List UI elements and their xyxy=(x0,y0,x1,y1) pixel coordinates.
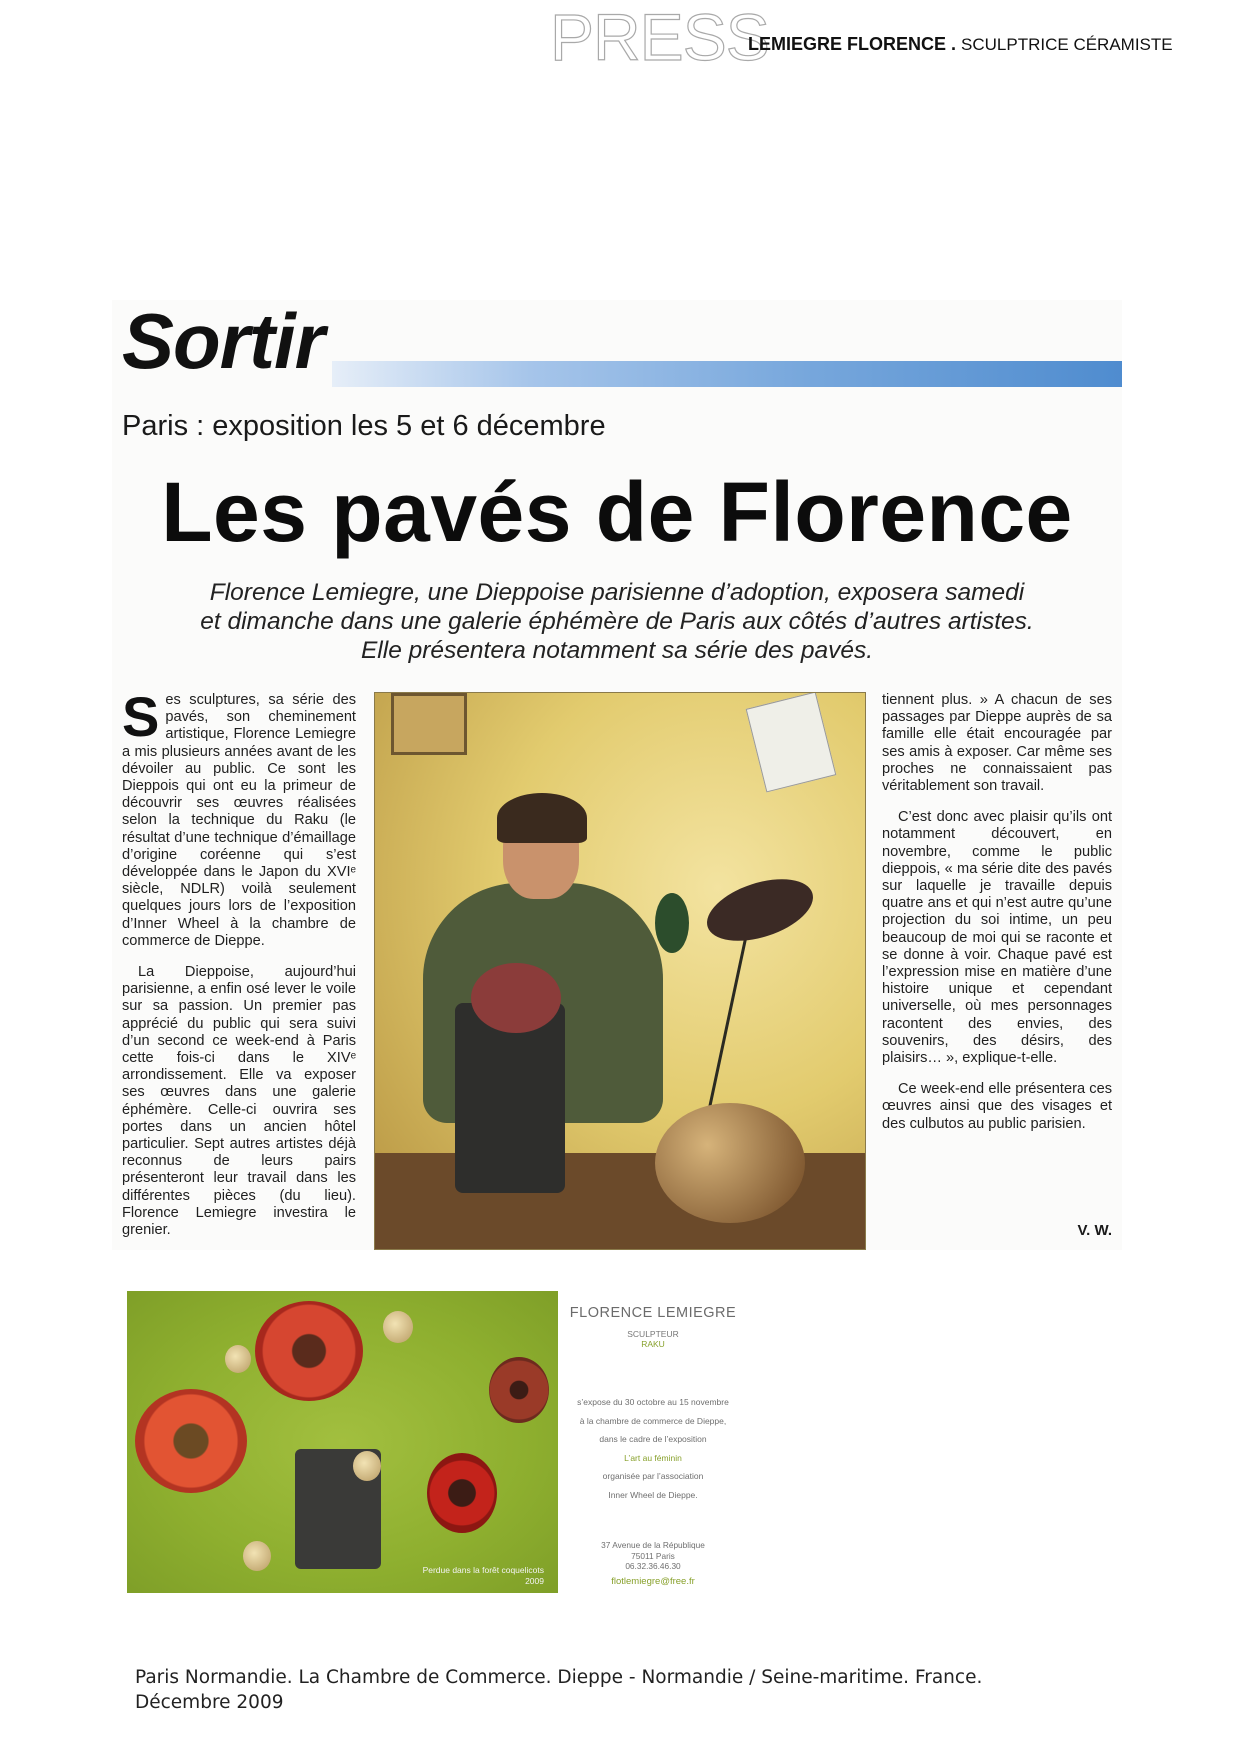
drop-cap: S xyxy=(122,685,160,748)
artist-name: LEMIEGRE FLORENCE . xyxy=(748,34,957,54)
photo-leaf xyxy=(655,893,689,953)
artist-role: SCULPTRICE CÉRAMISTE xyxy=(961,35,1173,54)
article-signature: V. W. xyxy=(1077,1222,1112,1239)
card-artist-technique: RAKU xyxy=(641,1339,665,1349)
card-city: 75011 Paris xyxy=(631,1550,675,1561)
ceramic-poppy-pod xyxy=(353,1451,381,1481)
photo-ceramic-flower xyxy=(699,867,820,952)
card-artist-role: SCULPTEUR xyxy=(627,1329,679,1339)
article-column-right xyxy=(882,692,1112,1147)
press-source xyxy=(135,1665,1115,1715)
ceramic-poppy xyxy=(255,1301,363,1401)
card-artist-name: FLORENCE LEMIEGRE xyxy=(569,1305,737,1321)
ceramic-poppy xyxy=(135,1389,247,1493)
photo-ceramic-ball xyxy=(655,1103,805,1223)
photo-sign xyxy=(746,692,837,792)
card-phone: 06.32.36.46.30 xyxy=(625,1561,681,1571)
card-line: Inner Wheel de Dieppe. xyxy=(608,1489,698,1500)
article-paragraph: es sculptures, sa série des pavés, son cheminement artistique, Florence Lemiegre a mis plusieurs années avant de les dévoiler au public. Ce sont les Dieppois qui ont eu la primeur de découvrir ses œuvres réalisées selon la technique du Raku (le résultat d’une technique d’émaillage d’origine coréenne qui s’est développée dans le Japon du XVIᵉ siècle, NDLR) voilà seulement quelques jours lors de l’exposition d’Inner Wheel à la chambre de commerce de Dieppe. xyxy=(122,692,356,949)
card-exhibition-details xyxy=(568,1393,738,1504)
ceramic-poppy xyxy=(489,1357,549,1423)
photo-artist-hair xyxy=(497,793,587,843)
photo-stem xyxy=(705,935,747,1121)
newspaper-article xyxy=(112,297,1122,1250)
photo-ceramic-flower xyxy=(471,963,561,1033)
card-line: dans le cadre de l’exposition xyxy=(599,1434,707,1444)
press-label: PRESS xyxy=(550,0,769,74)
card-line: s’expose du 30 octobre au 15 novembre xyxy=(577,1397,729,1407)
article-headline: Les pavés de Florence xyxy=(161,465,1073,559)
ceramic-poppy-pod xyxy=(383,1311,413,1343)
exhibition-card-photo xyxy=(127,1291,558,1593)
exhibition-card-text xyxy=(568,1291,738,1593)
card-line: à la chambre de commerce de Dieppe, xyxy=(579,1415,727,1426)
article-paragraph: La Dieppoise, aujourd’hui parisienne, a enfin osé lever le voile sur sa passion. Un premier pas apprécié du public qui sera suivi d’un second ce week-end à Paris cette fois-ci dans le XIVᵉ arrondissement. Elle va exposer ses œuvres dans une galerie éphémère. Celle-ci ouvrira ses portes dans un ancien hôtel particulier. Sept autres artistes déjà reconnus de leurs pairs présenteront leur travail dans les différentes pièces (du lieu). Florence Lemiegre investira le grenier. xyxy=(122,964,356,1239)
artist-header xyxy=(748,34,1173,55)
card-exhibition-title: L’art au féminin xyxy=(624,1452,682,1463)
article-photo xyxy=(374,692,866,1250)
standfirst-line: Florence Lemiegre, une Dieppoise parisienne d’adoption, exposera samedi xyxy=(209,579,1025,606)
ceramic-poppy xyxy=(427,1453,497,1533)
card-street: 37 Avenue de la République xyxy=(601,1540,705,1550)
photo-caption xyxy=(423,1565,544,1587)
card-line: organisée par l’association xyxy=(602,1471,704,1481)
article-paragraph: Ce week-end elle présentera ces œuvres ainsi que des visages et des culbutos au public parisien. xyxy=(882,1081,1112,1132)
section-header xyxy=(122,297,1122,390)
section-title: Sortir xyxy=(122,297,325,385)
standfirst-line: Elle présentera notamment sa série des pavés. xyxy=(360,637,874,664)
photo-caption-year: 2009 xyxy=(525,1576,544,1586)
section-band xyxy=(332,361,1122,387)
article-standfirst xyxy=(112,578,1122,665)
article-paragraph: tiennent plus. » A chacun de ses passages par Dieppe auprès de sa famille elle était encouragée par ses amis à exposer. Car même ses proches ne connaissaient pas véritablement son travail. xyxy=(882,692,1112,795)
photo-caption-title: Perdue dans la forêt coquelicots xyxy=(422,1565,544,1575)
source-date: Décembre 2009 xyxy=(135,1692,284,1713)
ceramic-poppy-pod xyxy=(225,1345,251,1373)
card-address xyxy=(568,1540,738,1572)
standfirst-line: et dimanche dans une galerie éphémère de Paris aux côtés d’autres artistes. xyxy=(200,608,1034,635)
article-paragraph: C’est donc avec plaisir qu’ils ont notamment découvert, en novembre, comme le public dieppois, « ma série dite des pavés sur laquelle je travaille depuis quatre ans et qui n’est autre qu’une projection du soi intime, un peu beaucoup de moi qui se raconte et se donne à voir. Chaque pavé est l’expression mise en matière d’une histoire unique et cependant universelle, où mes personnages racontent des envies, des souvenirs, des désirs, des plaisirs… », explique-t-elle. xyxy=(882,809,1112,1067)
card-email: flotlemiegre@free.fr xyxy=(611,1576,695,1587)
photo-window xyxy=(391,693,467,755)
ceramic-poppy-pod xyxy=(243,1541,271,1571)
article-column-left xyxy=(122,685,356,1253)
article-kicker: Paris : exposition les 5 et 6 décembre xyxy=(122,410,606,442)
source-line: Paris Normandie. La Chambre de Commerce. Dieppe - Normandie / Seine-maritime. France. xyxy=(135,1667,983,1688)
